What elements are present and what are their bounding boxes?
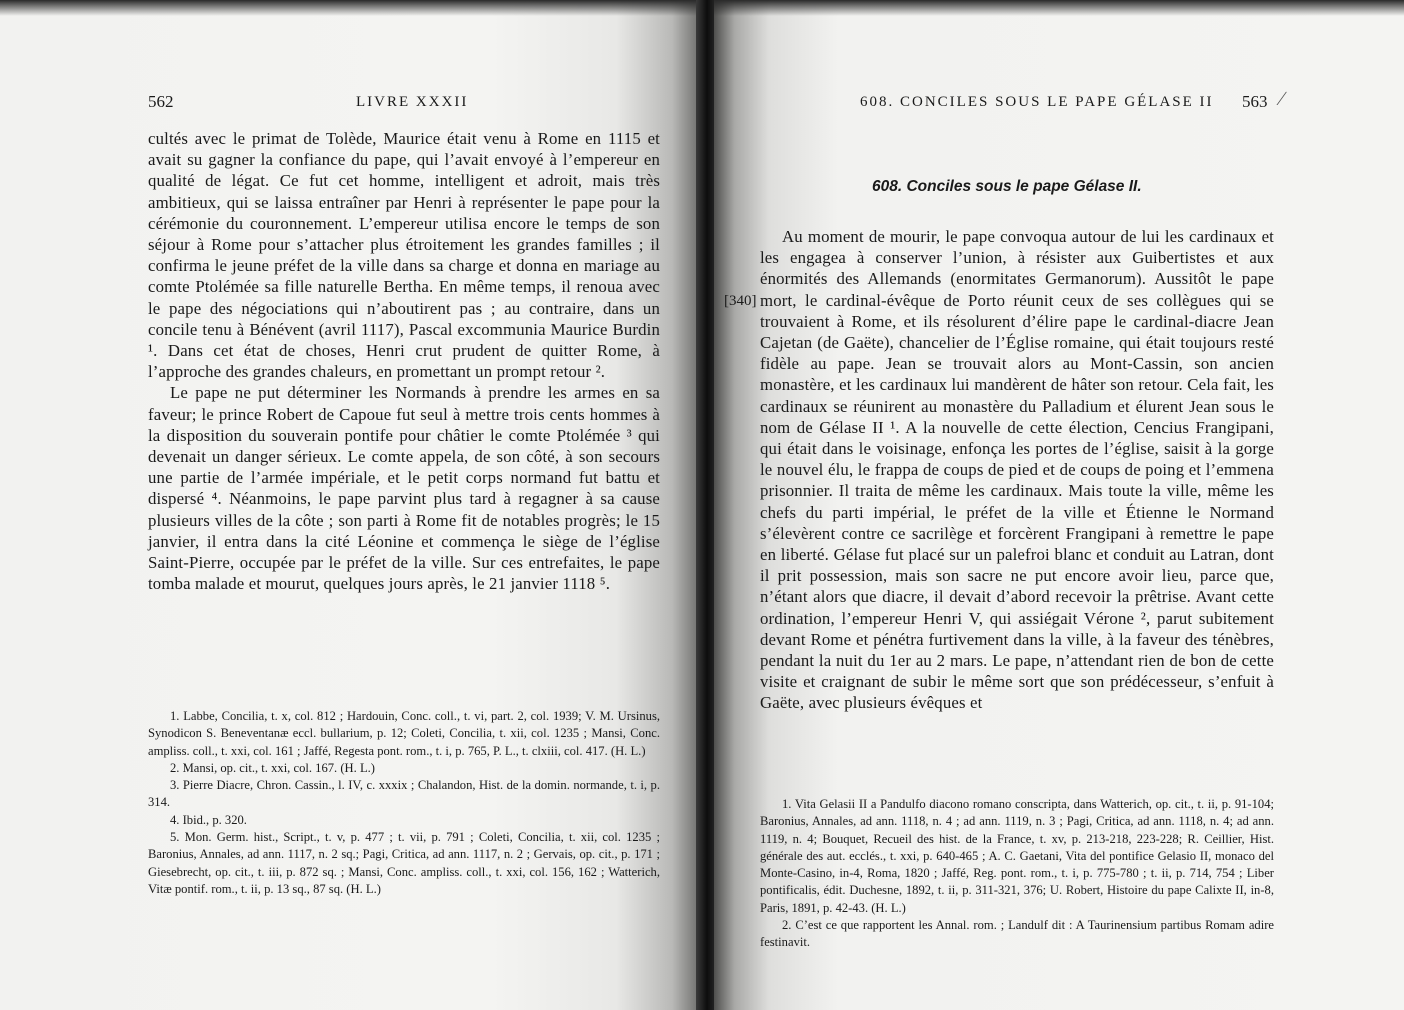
left-footnote-4: 4. Ibid., p. 320. <box>170 812 247 827</box>
right-page <box>714 0 1404 1010</box>
left-footnotes <box>148 708 660 898</box>
right-body-text <box>760 226 1274 714</box>
section-title: 608. Conciles sous le pape Gélase II. <box>872 178 1142 195</box>
margin-note: [340] <box>724 293 757 309</box>
running-head-left: LIVRE XXXII <box>356 94 469 110</box>
right-paragraph-1: Au moment de mourir, le pape convoqua autour de lui les cardinaux et les engagea à conserver l’union, à résister aux Guibertistes et aux énormités des Allemands (enormitates Germanorum). Aussitôt le pape mort, le cardinal-évêque de Porto réunit ceux de ses collègues qui se trouvaient à Rome, et ils résolurent d’élire pape le cardinal-diacre Jean Cajetan (de Gaëte), chancelier de l’Église romaine, qui était toujours resté fidèle au pape. Jean se trouvait alors au Mont-Cassin, son ancien monastère, et les cardinaux lui mandèrent de hâter son retour. Cela fait, les cardinaux se réunirent au monastère du Palladium et élurent Jean sous le nom de Gélase II ¹. A la nouvelle de cette élection, Cencius Frangipani, qui était dans le voisinage, enfonça les portes de l’église, saisit à la gorge le nouvel élu, le frappa de coups de pied et de coups de poing et l’emmena prisonnier. Il traita de même les cardinaux. Mais toute la ville, même les chefs du parti impérial, le préfet de la ville et Étienne le Normand s’élevèrent contre ce sacrilège et forcèrent Frangipani à remettre le pape en liberté. Gélase fut placé sur un palefroi blanc et conduit au Latran, dont il prit possession, mais son sacre ne put encore avoir lieu, parce que, n’étant alors que diacre, il devait d’abord recevoir la prêtrise. Avant cette ordination, l’empereur Henri V, qui assiégait Vérone ², parut subitement devant Rome et pénétra furtivement dans la ville, à la faveur des ténèbres, pendant la nuit du 1er au 2 mars. Le pape, n’attendant rien de bon de cette visite et craignant de subir le même sort que son prédécesseur, s’enfuit à Gaëte, avec plusieurs évêques et <box>760 227 1274 713</box>
left-footnote-2: 2. Mansi, op. cit., t. xxi, col. 167. (H. L.) <box>170 760 375 775</box>
left-footnote-5: 5. Mon. Germ. hist., Script., t. v, p. 477 ; t. vii, p. 791 ; Coleti, Concilia, t. xii, col. 1235 ; Baronius, Annales, ad ann. 1117, n. 2 sq.; Pagi, Critica, ad ann. 1117, n. 2 ; Gervais, op. cit., p. 171 ; Giesebrecht, op. cit., t. iii, p. 872 sq. ; Mansi, Conc. ampliss. coll., t. xxi, col. 156, 162 ; Watterich, Vitæ pontif. rom., t. ii, p. 13 sq., 87 sq. (H. L.) <box>148 830 660 896</box>
left-footnote-3: 3. Pierre Diacre, Chron. Cassin., l. IV, c. xxxix ; Chalandon, Hist. de la domin. normande, t. i, p. 314. <box>148 778 660 810</box>
page-number-right: 563 <box>1242 92 1268 111</box>
left-page <box>0 0 700 1010</box>
right-footnotes <box>760 796 1274 952</box>
left-paragraph-2: Le pape ne put déterminer les Normands à prendre les armes en sa faveur; le prince Robert de Capoue fut seul à mettre trois cents hommes à la disposition du souverain pontife pour châtier le comte Ptolémée ³ qui devenait un danger sérieux. Le comte appela, de son côté, à son secours une partie de l’armée impériale, et le petit corps normand fut battu et dispersé ⁴. Néanmoins, le pape parvint plus tard à regagner à sa cause plusieurs villes de la côte ; son parti à Rome fit de notables progrès; le 15 janvier, il entra dans la cité Léonine et commença le siège de l’église Saint-Pierre, occupée par le préfet de la ville. Sur ces entrefaites, le pape tomba malade et mourut, quelques jours après, le 21 janvier 1118 ⁵. <box>148 383 660 594</box>
running-head-right: 608. CONCILES SOUS LE PAPE GÉLASE II <box>860 94 1214 110</box>
right-footnote-1: 1. Vita Gelasii II a Pandulfo diacono romano conscripta, dans Watterich, op. cit., t. ii, p. 91-104; Baronius, Annales, ad ann. 1118, n. 4 ; ad ann. 1119, n. 3 ; Pagi, Critica, ad ann. 1118, n. 4; ad ann. 1119, n. 4; Bouquet, Recueil des hist. de la France, t. xv, p. 213-218, 223-228; R. Ceillier, Hist. générale des aut. ecclés., t. xxi, p. 640-465 ; A. C. Gaetani, Vita del pontifice Gelasio II, monaco del Monte-Casino, in-4, Roma, 1820 ; Jaffé, Reg. pont. rom., t. i, p. 775-780 ; t. ii, p. 714, 754 ; Liber pontificalis, édit. Duchesne, 1892, t. ii, p. 311-321, 376; U. Robert, Histoire du pape Calixte II, in-8, Paris, 1891, p. 42-43. (H. L.) <box>760 797 1274 915</box>
right-footnote-2: 2. C’est ce que rapportent les Annal. rom. ; Landulf dit : A Taurinensium partibus Romam adire festinavit. <box>760 918 1274 950</box>
left-body-text <box>148 128 660 594</box>
page-number-left: 562 <box>148 92 174 111</box>
top-shadow <box>0 0 700 16</box>
pencil-mark-icon: ∕ <box>1280 88 1284 110</box>
left-footnote-1: 1. Labbe, Concilia, t. x, col. 812 ; Hardouin, Conc. coll., t. vi, part. 2, col. 1939; V. M. Ursinus, Synodicon S. Beneventanæ eccl. bullarium, p. 12; Coleti, Concilia, t. xii, col. 1235 ; Mansi, Conc. ampliss. coll., t. xxi, col. 161 ; Jaffé, Regesta pont. rom., t. i, p. 765, P. L., t. clxiii, col. 417. (H. L.) <box>148 709 660 758</box>
top-shadow-right <box>714 0 1404 16</box>
left-paragraph-1: cultés avec le primat de Tolède, Maurice était venu à Rome en 1115 et avait su gagner la confiance du pape, qui l’avait envoyé à l’empereur en qualité de légat. Ce fut cet homme, intelligent et adroit, mais très ambitieux, qui se laissa entraîner par Henri à représenter le pape pour la cérémonie du couronnement. L’empereur utilisa encore le temps de son séjour à Rome pour s’attacher plus étroitement les grandes familles ; il confirma le jeune préfet de la ville dans sa charge et donna en mariage au comte Ptolémée sa fille naturelle Bertha. En même temps, il renoua avec le pape des négociations qui n’aboutirent pas ; au contraire, dans un concile tenu à Bénévent (avril 1117), Pascal excommunia Maurice Burdin ¹. Dans cet état de choses, Henri crut prudent de quitter Rome, à l’approche des grandes chaleurs, en promettant un prompt retour ². <box>148 129 660 382</box>
